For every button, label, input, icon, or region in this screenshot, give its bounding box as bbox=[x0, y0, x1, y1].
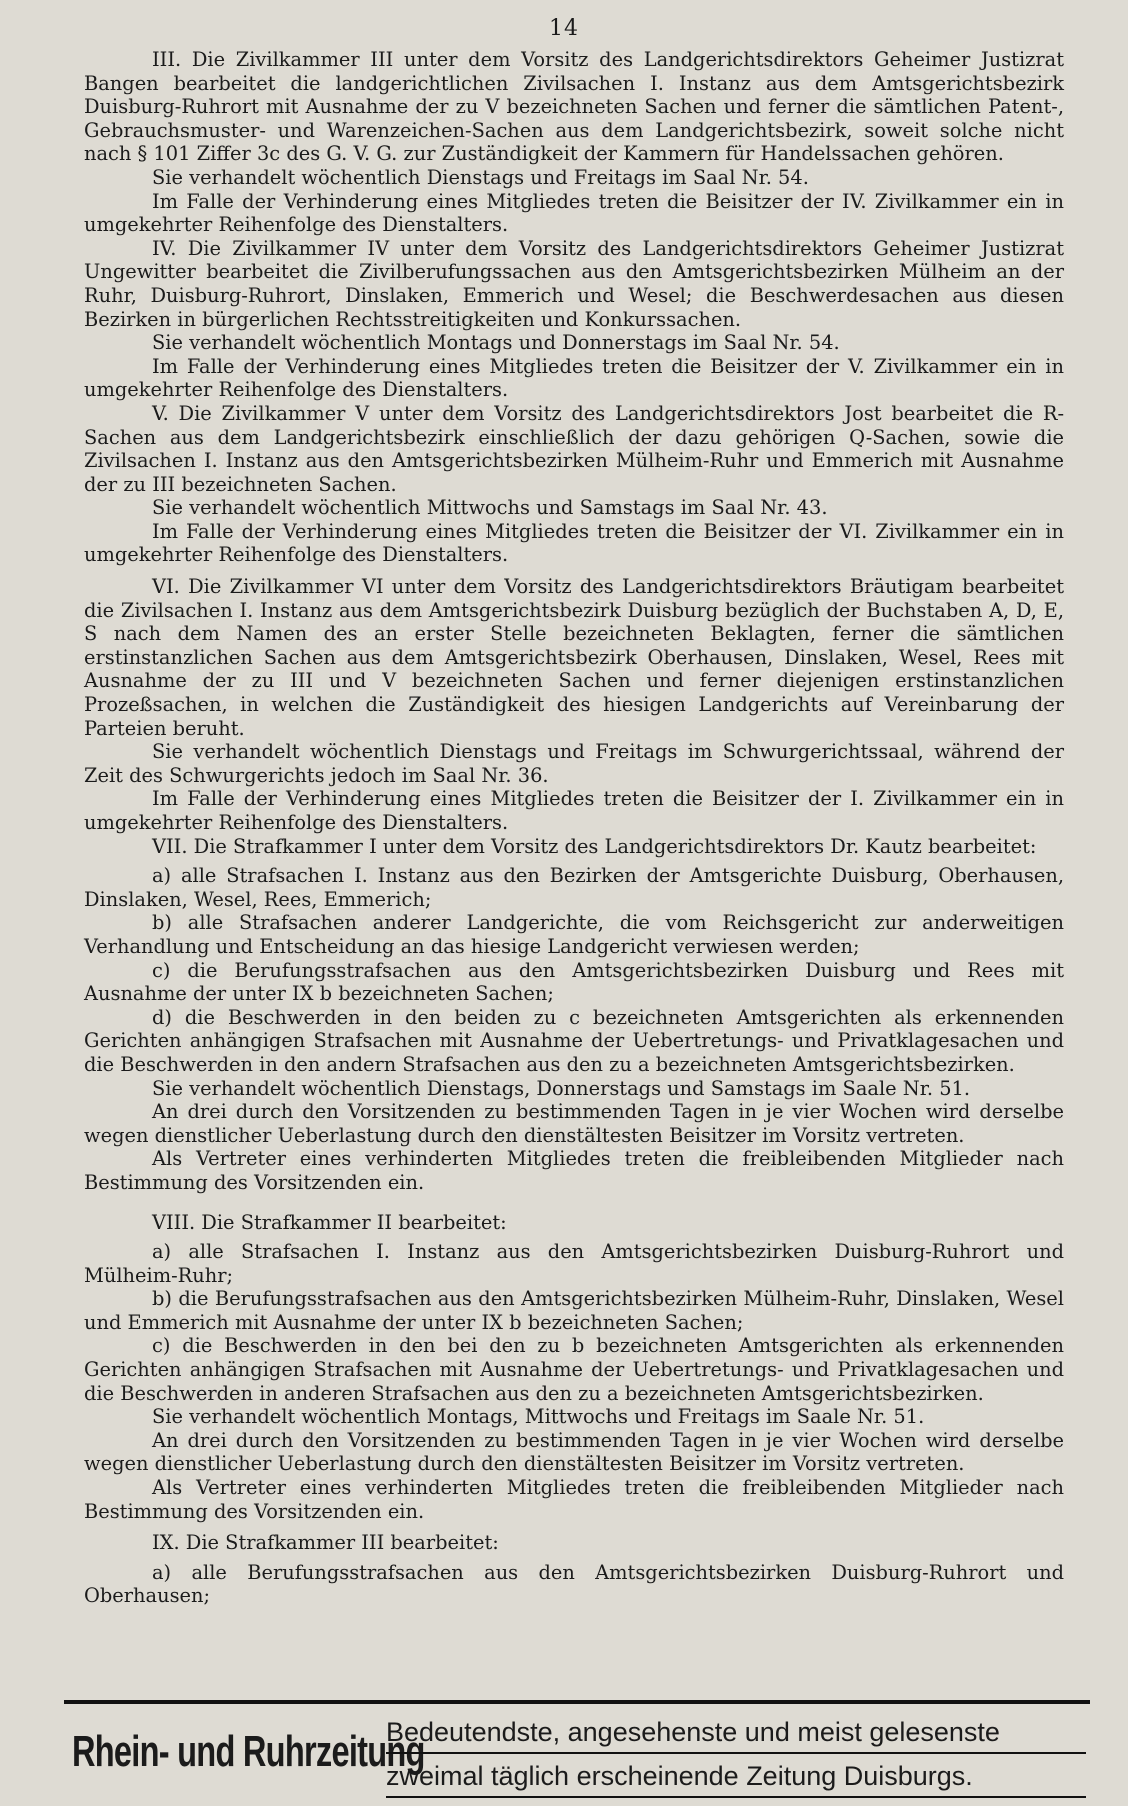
ad-brand-title: Rhein- und Ruhrzeitung bbox=[72, 1727, 425, 1776]
paragraph: Sie verhandelt wöchentlich Mittwochs und Samstags im Saal Nr. 43. bbox=[152, 496, 828, 520]
list-item: b) alle Strafsachen anderer Landgerichte, die vom Reichsgericht zur anderweitigen Verhandlung und Entscheidung an das hiesige Landgericht verwiesen werden; bbox=[84, 911, 1064, 958]
paragraph-zivilkammer-v: V. Die Zivilkammer V unter dem Vorsitz des Landgerichtsdirektors Jost bearbeitet die R-Sachen aus dem Landgerichtsbezirk einschließlich der dazu gehörigen Q-Sachen, sowie die Zivilsachen I. Instanz aus den Amtsgerichtsbezirken Mülheim-Ruhr und Emmerich mit Ausnahme der zu III bezeichneten Sachen. bbox=[84, 401, 1064, 496]
paragraph: Sie verhandelt wöchentlich Montags, Mittwochs und Freitags im Saale Nr. 51. bbox=[152, 1405, 925, 1429]
paragraph-zivilkammer-vi: VI. Die Zivilkammer VI unter dem Vorsitz des Landgerichtsdirektors Bräutigam bearbeitet die Zivilsachen I. Instanz aus dem Amtsgerichtsbezirk Duisburg bezüglich der Buchstaben A, D, E, S nach dem Namen des an erster Stelle bezeichneten Beklagten, ferner die sämtlichen erstinstanzlichen Sachen aus dem Amtsgerichtsbezirk Oberhausen, Dinslaken, Wesel, Rees mit Ausnahme der zu III und V bezeichneten Sachen und ferner diejenigen erstinstanzlichen Prozeßsachen, in welchen die Zuständigkeit des hiesigen Landgerichts auf Vereinbarung der Parteien beruht. bbox=[84, 575, 1064, 740]
paragraph: Als Vertreter eines verhinderten Mitgliedes treten die freibleibenden Mitglieder nach Bestimmung des Vorsitzenden ein. bbox=[84, 1147, 1064, 1194]
body-text bbox=[84, 48, 1064, 1608]
list-item: c) die Berufungsstrafsachen aus den Amtsgerichtsbezirken Duisburg und Rees mit Ausnahme der unter IX b bezeichneten Sachen; bbox=[84, 958, 1064, 1006]
list-item: c) die Beschwerden in den bei den zu b bezeichneten Amtsgerichten als erkennenden Gerichten anhängigen Strafsachen mit Ausnahme der Uebertretungs- und Privatklagesachen und die Beschwerden in anderen Strafsachen aus den zu a bezeichneten Amtsgerichtsbezirken. bbox=[84, 1334, 1064, 1405]
list-item: a) alle Berufungsstrafsachen aus den Amtsgerichtsbezirken Duisburg-Ruhrort und Oberhausen; bbox=[84, 1560, 1064, 1608]
paragraph-zivilkammer-iv: IV. Die Zivilkammer IV unter dem Vorsitz des Landgerichtsdirektors Geheimer Justizrat Ungewitter bearbeitet die Zivilberufungssachen aus den Amtsgerichtsbezirken Mülheim an der Ruhr, Duisburg-Ruhrort, Dinslaken, Emmerich und Wesel; die Beschwerdesachen aus diesen Bezirken in bürgerlichen Rechtsstreitigkeiten und Konkurssachen. bbox=[84, 236, 1064, 331]
list-item: a) alle Strafsachen I. Instanz aus den Amtsgerichtsbezirken Duisburg-Ruhrort und Mülheim-Ruhr; bbox=[84, 1240, 1064, 1287]
paragraph: Sie verhandelt wöchentlich Dienstags und Freitags im Saal Nr. 54. bbox=[152, 165, 809, 189]
list-item: a) alle Strafsachen I. Instanz aus den Bezirken der Amtsgerichte Duisburg, Oberhausen, Dinslaken, Wesel, Rees, Emmerich; bbox=[84, 864, 1064, 911]
paragraph: Im Falle der Verhinderung eines Mitgliedes treten die Beisitzer der VI. Zivilkammer ein in umgekehrter Reihenfolge des Dienstalters. bbox=[84, 519, 1064, 567]
paragraph: Als Vertreter eines verhinderten Mitgliedes treten die freibleibenden Mitglieder nach Bestimmung des Vorsitzenden ein. bbox=[84, 1476, 1064, 1523]
paragraph: Sie verhandelt wöchentlich Montags und Donnerstags im Saal Nr. 54. bbox=[152, 331, 840, 355]
paragraph-strafkammer-viii: VIII. Die Strafkammer II bearbeitet: bbox=[152, 1210, 507, 1234]
newspaper-advertisement bbox=[64, 1700, 1090, 1802]
paragraph: Im Falle der Verhinderung eines Mitgliedes treten die Beisitzer der I. Zivilkammer ein in umgekehrter Reihenfolge des Dienstalters. bbox=[84, 787, 1064, 834]
paragraph-strafkammer-ix: IX. Die Strafkammer III bearbeitet: bbox=[152, 1531, 499, 1555]
paragraph-zivilkammer-iii: III. Die Zivilkammer III unter dem Vorsitz des Landgerichtsdirektors Geheimer Justizrat Bangen bearbeitet die landgerichtlichen Zivilsachen I. Instanz aus dem Amtsgerichtsbezirk Duisburg-Ruhrort mit Ausnahme der zu V bezeichneten Sachen und ferner die sämtlichen Patent-, Gebrauchsmuster- und Warenzeichen-Sachen aus dem Landgerichtsbezirk, soweit solche nicht nach § 101 Ziffer 3c des G. V. G. zur Zuständigkeit der Kammern für Handelssachen gehören. bbox=[84, 48, 1064, 166]
paragraph-strafkammer-vii: VII. Die Strafkammer I unter dem Vorsitz des Landgerichtsdirektors Dr. Kautz bearbeitet: bbox=[152, 834, 1037, 858]
paragraph: Im Falle der Verhinderung eines Mitgliedes treten die Beisitzer der IV. Zivilkammer ein in umgekehrter Reihenfolge des Dienstalters. bbox=[84, 189, 1064, 237]
page-number: 14 bbox=[549, 16, 579, 41]
paragraph: Im Falle der Verhinderung eines Mitgliedes treten die Beisitzer der V. Zivilkammer ein in umgekehrter Reihenfolge des Dienstalters. bbox=[84, 354, 1064, 402]
ad-tagline-2: zweimal täglich erscheinende Zeitung Duisburgs. bbox=[386, 1758, 1086, 1798]
paragraph: Sie verhandelt wöchentlich Dienstags, Donnerstags und Samstags im Saale Nr. 51. bbox=[152, 1076, 971, 1100]
ad-tagline-1: Bedeutendste, angesehenste und meist gelesenste bbox=[386, 1714, 1086, 1754]
paragraph: Sie verhandelt wöchentlich Dienstags und Freitags im Schwurgerichtssaal, während der Zeit des Schwurgerichts jedoch im Saal Nr. 36. bbox=[84, 740, 1064, 787]
paragraph: An drei durch den Vorsitzenden zu bestimmenden Tagen in je vier Wochen wird derselbe wegen dienstlicher Ueberlastung durch den dienstältesten Beisitzer im Vorsitz vertreten. bbox=[84, 1100, 1064, 1147]
paragraph: An drei durch den Vorsitzenden zu bestimmenden Tagen in je vier Wochen wird derselbe wegen dienstlicher Ueberlastung durch den dienstältesten Beisitzer im Vorsitz vertreten. bbox=[84, 1428, 1064, 1476]
list-item: b) die Berufungsstrafsachen aus den Amtsgerichtsbezirken Mülheim-Ruhr, Dinslaken, Wesel und Emmerich mit Ausnahme der unter IX b bezeichneten Sachen; bbox=[84, 1287, 1064, 1334]
list-item: d) die Beschwerden in den beiden zu c bezeichneten Amtsgerichten als erkennenden Gerichten anhängigen Strafsachen mit Ausnahme der Uebertretungs- und Privatklagesachen und die Beschwerden in den andern Strafsachen aus den zu a bezeichneten Amtsgerichtsbezirken. bbox=[84, 1005, 1064, 1076]
